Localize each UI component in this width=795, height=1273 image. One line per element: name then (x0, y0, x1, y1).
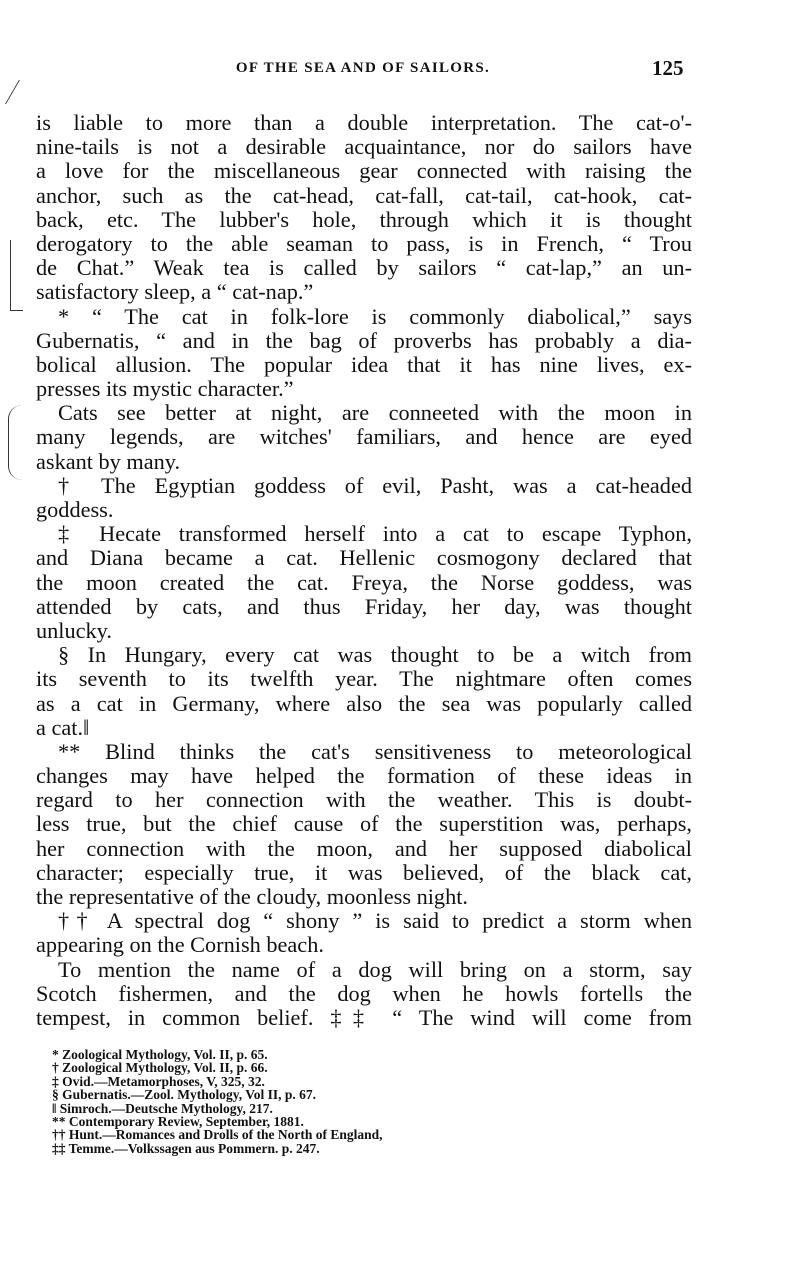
text-line: † The Egyptian goddess of evil, Pasht, was a cat-headed (58, 472, 692, 498)
text-line: back, etc. The lubber's hole, through which it is thought (36, 206, 692, 232)
text-line: is liable to more than a double interpretation. The cat-o'- (36, 110, 692, 135)
footnote: * Zoological Mythology, Vol. II, p. 65. (52, 1047, 268, 1062)
footnote: ‡‡ Temme.—Volkssagen aus Pommern. p. 247. (52, 1140, 320, 1156)
text-line: appearing on the Cornish beach. (36, 932, 324, 958)
text-line: anchor, such as the cat-head, cat-fall, cat-tail, cat-hook, cat- (36, 182, 692, 208)
text-line: the representative of the cloudy, moonless night. (36, 884, 468, 909)
footnote: § Gubernatis.—Zool. Mythology, Vol II, p. 67. (52, 1087, 317, 1103)
page-header (0, 56, 795, 84)
text-line: derogatory to the able seaman to pass, is in French, “ Trou (36, 230, 692, 256)
footnote: † Zoological Mythology, Vol. II, p. 66. (52, 1060, 268, 1076)
text-line: its seventh to its twelfth year. The nightmare often comes (36, 666, 692, 692)
body-text (36, 111, 692, 1030)
running-title: OF THE SEA AND OF SAILORS. (235, 60, 491, 76)
footnote: ** Contemporary Review, September, 1881. (52, 1113, 304, 1129)
text-line: changes may have helped the formation of these ideas in (36, 763, 692, 789)
text-line: Cats see better at night, are conneeted with the moon in (58, 400, 692, 426)
text-line: †† A spectral dog “ shony ” is said to predict a storm when (58, 908, 692, 934)
footnote: ‖ Simroch.—Deutsche Mythology, 217. (52, 1100, 273, 1116)
text-line: a cat.‖ (36, 714, 90, 740)
text-line: tempest, in common belief. ‡‡ “ The wind will come from (36, 1004, 692, 1030)
text-line: unlucky. (36, 617, 112, 643)
text-line: regard to her connection with the weather. This is doubt- (36, 787, 692, 813)
text-line: To mention the name of a dog will bring on a storm, say (58, 956, 692, 982)
text-line: ** Blind thinks the cat's sensitiveness to meteorological (58, 738, 692, 764)
text-line: goddess. (36, 497, 114, 522)
text-line: less true, but the chief cause of the superstition was, perhaps, (36, 811, 692, 837)
text-line: satisfactory sleep, a “ cat-nap.” (36, 279, 314, 305)
text-line: nine-tails is not a desirable acquaintance, nor do sailors have (36, 134, 692, 160)
pencil-bracket (10, 240, 23, 311)
text-line: bolical allusion. The popular idea that it has nine lives, ex- (36, 351, 692, 377)
text-line: her connection with the moon, and her supposed diabolical (36, 835, 692, 861)
footnote: ‡ Ovid.—Metamorphoses, V, 325, 32. (52, 1073, 265, 1089)
text-line: and Diana became a cat. Hellenic cosmogony declared that (36, 545, 692, 571)
page-number: 125 (652, 56, 684, 80)
text-line: askant by many. (36, 448, 181, 474)
text-line: attended by cats, and thus Friday, her day, was thought (36, 593, 692, 619)
text-line: de Chat.” Weak tea is called by sailors “ cat-lap,” an un- (36, 255, 692, 281)
text-line: Gubernatis, “ and in the bag of proverbs has probably a dia- (36, 327, 692, 353)
text-line: the moon created the cat. Freya, the Norse goddess, was (36, 569, 692, 595)
text-line: * “ The cat in folk-lore is commonly diabolical,” says (58, 303, 692, 329)
pencil-bracket (8, 405, 27, 480)
text-line: § In Hungary, every cat was thought to be a witch from (58, 642, 692, 668)
text-line: many legends, are witches' familiars, and hence are eyed (36, 424, 692, 450)
text-line: as a cat in Germany, where also the sea was popularly called (36, 690, 692, 716)
footnotes (52, 1048, 552, 1155)
text-line: Scotch fishermen, and the dog when he howls fortells the (36, 980, 692, 1006)
text-line: character; especially true, it was believed, of the black cat, (36, 859, 692, 885)
text-line: ‡ Hecate transformed herself into a cat to escape Typhon, (58, 521, 692, 547)
text-line: a love for the miscellaneous gear connected with raising the (36, 158, 692, 184)
text-line: presses its mystic character.” (36, 376, 294, 402)
footnote: †† Hunt.—Romances and Drolls of the North of England, (52, 1127, 383, 1143)
